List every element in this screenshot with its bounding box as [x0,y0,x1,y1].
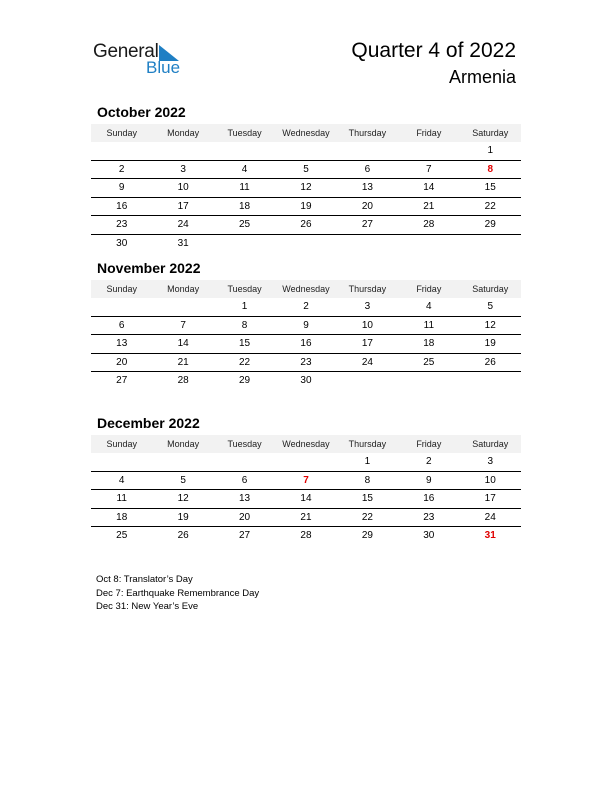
day-cell: 16 [116,200,128,212]
day-cell: 7 [426,163,432,175]
day-cell: 28 [177,375,189,386]
day-cell: 6 [364,163,371,175]
weekday-header: Wednesday [282,128,330,138]
weekday-header: Tuesday [227,284,262,294]
weekday-header-row [91,280,521,298]
day-cell: 27 [361,219,373,230]
weekday-header: Wednesday [282,439,330,449]
week-row [91,490,521,509]
day-cell [275,453,336,471]
day-cell: 22 [361,511,373,523]
day-cell: 8 [241,319,248,331]
day-cell [91,142,152,160]
month-title: November 2022 [97,260,201,276]
day-cell: 18 [116,511,128,523]
weekday-header: Saturday [472,128,509,138]
day-cell: 24 [484,511,496,523]
week-row [91,179,521,198]
week-row [91,216,521,235]
day-cell: 28 [423,219,435,230]
country-name: Armenia [448,67,516,87]
week-row [91,235,521,253]
day-cell [460,372,521,390]
weekday-header: Saturday [472,284,509,294]
month-october [91,103,521,252]
brand-general-text: General [93,41,159,62]
week-row [91,198,521,217]
day-cell: 16 [423,493,435,504]
holiday-notes [96,573,259,614]
day-cell: 29 [238,375,251,386]
day-cell: 13 [116,338,128,349]
weekday-header: Thursday [348,128,387,138]
day-cell: 23 [423,511,435,523]
weekday-header: Sunday [106,128,137,138]
day-cell: 14 [423,182,435,193]
day-cell: 21 [177,356,189,368]
day-cell: 26 [300,219,312,230]
day-cell: 29 [361,530,373,541]
week-row [91,142,521,161]
week-row [91,372,521,390]
month-title: October 2022 [97,104,186,120]
day-cell: 1 [241,301,248,312]
holiday-note: Oct 8: Translator’s Day [96,574,193,585]
holiday-day-cell: 8 [487,163,494,175]
holiday-note: Dec 7: Earthquake Remembrance Day [96,587,260,599]
day-cell: 14 [177,338,189,349]
day-cell: 24 [177,219,189,230]
day-cell: 17 [361,338,373,349]
weekday-header: Thursday [348,439,387,449]
weekday-header: Thursday [348,284,387,294]
day-cell: 25 [116,530,128,541]
day-cell: 9 [118,182,125,193]
month-title: December 2022 [97,415,200,431]
day-cell: 27 [116,375,128,386]
day-cell: 23 [300,356,312,368]
day-cell [152,453,213,471]
day-cell: 5 [303,163,309,175]
day-cell [91,453,152,471]
day-cell: 9 [426,474,432,486]
day-cell: 16 [300,338,312,349]
weekday-header-row [91,435,521,453]
weekday-header: Friday [416,439,442,449]
day-cell: 5 [180,474,186,486]
week-row [91,509,521,528]
day-cell: 21 [300,511,312,523]
weekday-header: Monday [167,439,200,449]
day-cell: 22 [484,200,496,212]
weekday-header: Sunday [106,439,137,449]
weekday-header: Friday [416,284,442,294]
day-cell [152,142,213,160]
day-cell: 25 [423,356,435,368]
day-cell: 5 [487,301,494,312]
day-cell [275,235,336,253]
day-cell: 15 [484,182,496,193]
day-cell: 25 [238,219,251,230]
day-cell: 27 [238,530,251,541]
day-cell: 12 [177,493,189,504]
day-cell: 9 [303,319,309,331]
day-cell [91,298,152,316]
day-cell: 14 [300,493,312,504]
day-cell: 4 [426,301,432,312]
weekday-header: Friday [416,128,442,138]
day-cell: 26 [484,356,496,368]
day-cell: 20 [116,356,128,368]
holiday-day-cell: 31 [484,530,496,541]
week-row [91,472,521,491]
weekday-header: Tuesday [227,128,262,138]
day-cell: 30 [116,237,128,249]
day-cell: 15 [361,493,373,504]
day-cell: 15 [238,338,251,349]
day-cell: 12 [484,319,496,331]
day-cell: 1 [487,145,494,156]
day-cell: 28 [300,530,312,541]
day-cell: 6 [118,319,125,331]
day-cell: 20 [238,511,251,523]
day-cell: 11 [116,493,127,504]
day-cell: 31 [177,237,189,249]
weekday-header: Monday [167,284,200,294]
day-cell: 6 [241,474,248,486]
day-cell: 10 [484,474,496,486]
weekday-header: Tuesday [227,439,262,449]
week-row [91,354,521,373]
day-cell [152,298,213,316]
day-cell [398,142,459,160]
day-cell: 11 [239,182,250,193]
week-row [91,317,521,336]
page-title: Quarter 4 of 2022 [351,39,516,62]
day-cell: 29 [484,219,496,230]
day-cell: 23 [116,219,128,230]
day-cell: 2 [303,301,309,312]
day-cell [337,372,398,390]
day-cell: 24 [361,356,373,368]
day-cell: 30 [423,530,435,541]
day-cell [398,372,459,390]
day-cell: 2 [118,163,125,175]
day-cell: 17 [484,493,496,504]
day-cell [275,142,336,160]
day-cell: 8 [364,474,371,486]
week-row [91,161,521,180]
day-cell: 17 [177,200,189,212]
holiday-note: Dec 31: New Year’s Eve [96,601,199,612]
day-cell: 11 [423,319,435,331]
day-cell: 12 [300,182,312,193]
day-cell: 13 [361,182,373,193]
weekday-header-row [91,124,521,142]
day-cell: 30 [300,375,312,386]
weekday-header: Sunday [106,284,137,294]
day-cell: 21 [423,200,435,212]
day-cell: 1 [364,456,371,467]
day-cell [214,235,275,253]
day-cell: 18 [423,338,435,349]
month-november [91,259,521,390]
week-row [91,453,521,472]
day-cell: 3 [487,456,494,467]
brand-blue-text: Blue [146,58,181,77]
week-row [91,527,521,545]
weekday-header: Saturday [472,439,509,449]
day-cell [460,235,521,253]
day-cell: 3 [180,163,186,175]
day-cell: 4 [241,163,248,175]
month-december [91,414,521,545]
day-cell: 22 [238,356,251,368]
day-cell: 19 [177,511,189,523]
day-cell: 2 [426,456,432,467]
week-row [91,298,521,317]
day-cell [398,235,459,253]
day-cell: 3 [364,301,371,312]
day-cell: 19 [300,200,312,212]
week-row [91,335,521,354]
day-cell: 13 [238,493,251,504]
day-cell: 7 [180,319,186,331]
weekday-header: Monday [167,128,200,138]
day-cell: 26 [177,530,189,541]
day-cell [214,142,275,160]
day-cell [337,235,398,253]
brand-logo [93,41,193,81]
holiday-day-cell: 7 [303,474,309,486]
day-cell: 20 [361,200,373,212]
day-cell [214,453,275,471]
day-cell: 10 [177,182,189,193]
day-cell: 4 [118,474,125,486]
weekday-header: Wednesday [282,284,330,294]
day-cell: 18 [238,200,251,212]
day-cell: 19 [484,338,496,349]
day-cell [337,142,398,160]
day-cell: 10 [361,319,373,331]
